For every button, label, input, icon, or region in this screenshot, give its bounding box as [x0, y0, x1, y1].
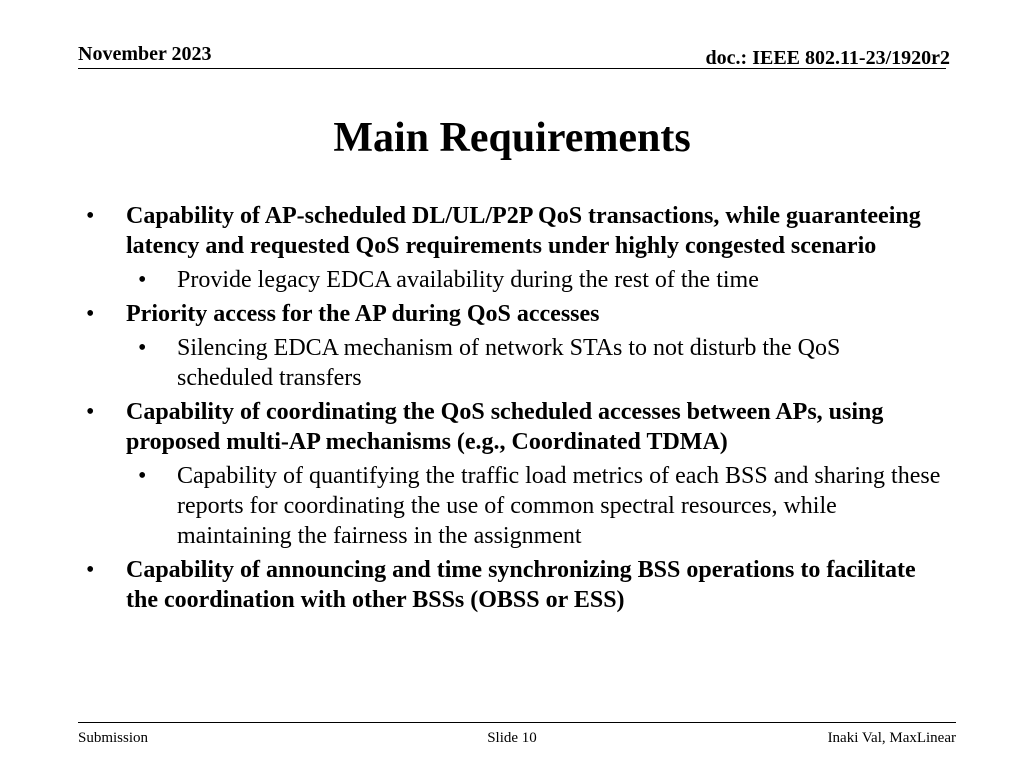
bullet-dot: • — [86, 301, 95, 327]
bullet-item-3 — [82, 397, 942, 457]
sub-bullet-item-1 — [82, 265, 942, 295]
bullet-dot: • — [138, 267, 147, 293]
sub-bullet-text: Capability of quantifying the traffic load metrics of each BSS and sharing these reports for coordinating the use of common spectral resources, while maintaining the fairness in the assignment — [177, 463, 941, 549]
sub-bullet-text: Silencing EDCA mechanism of network STAs to not disturb the QoS scheduled transfers — [177, 335, 841, 391]
slide-title: Main Requirements — [333, 115, 691, 161]
bullet-dot: • — [86, 399, 95, 425]
footer-submission: Submission — [78, 730, 149, 746]
bullet-list — [82, 201, 942, 615]
bullet-text: Capability of announcing and time synchronizing BSS operations to facilitate the coordination with other BSSs (OBSS or ESS) — [126, 557, 916, 613]
bullet-item-4 — [82, 555, 942, 615]
bullet-item-2 — [82, 299, 942, 329]
bullet-text: Priority access for the AP during QoS accesses — [126, 301, 600, 327]
bullet-text: Capability of AP-scheduled DL/UL/P2P QoS transactions, while guaranteeing latency and requested QoS requirements under highly congested scenario — [126, 203, 921, 259]
header-date: November 2023 — [78, 43, 212, 65]
sub-bullet-text: Provide legacy EDCA availability during the rest of the time — [177, 267, 759, 293]
sub-bullet-item-2 — [82, 333, 942, 393]
header-doc-id: doc.: IEEE 802.11-23/1920r2 — [705, 47, 950, 69]
bullet-dot: • — [86, 203, 95, 229]
bullet-dot: • — [86, 557, 95, 583]
bullet-item-1 — [82, 201, 942, 261]
header-divider — [78, 68, 946, 69]
bullet-text: Capability of coordinating the QoS scheduled accesses between APs, using proposed multi-AP mechanisms (e.g., Coordinated TDMA) — [126, 399, 884, 455]
footer-divider — [78, 722, 956, 723]
footer-author: Inaki Val, MaxLinear — [827, 730, 956, 746]
bullet-dot: • — [138, 463, 147, 489]
sub-bullet-item-3 — [82, 461, 942, 551]
bullet-dot: • — [138, 335, 147, 361]
footer-slide-number: Slide 10 — [487, 730, 537, 746]
